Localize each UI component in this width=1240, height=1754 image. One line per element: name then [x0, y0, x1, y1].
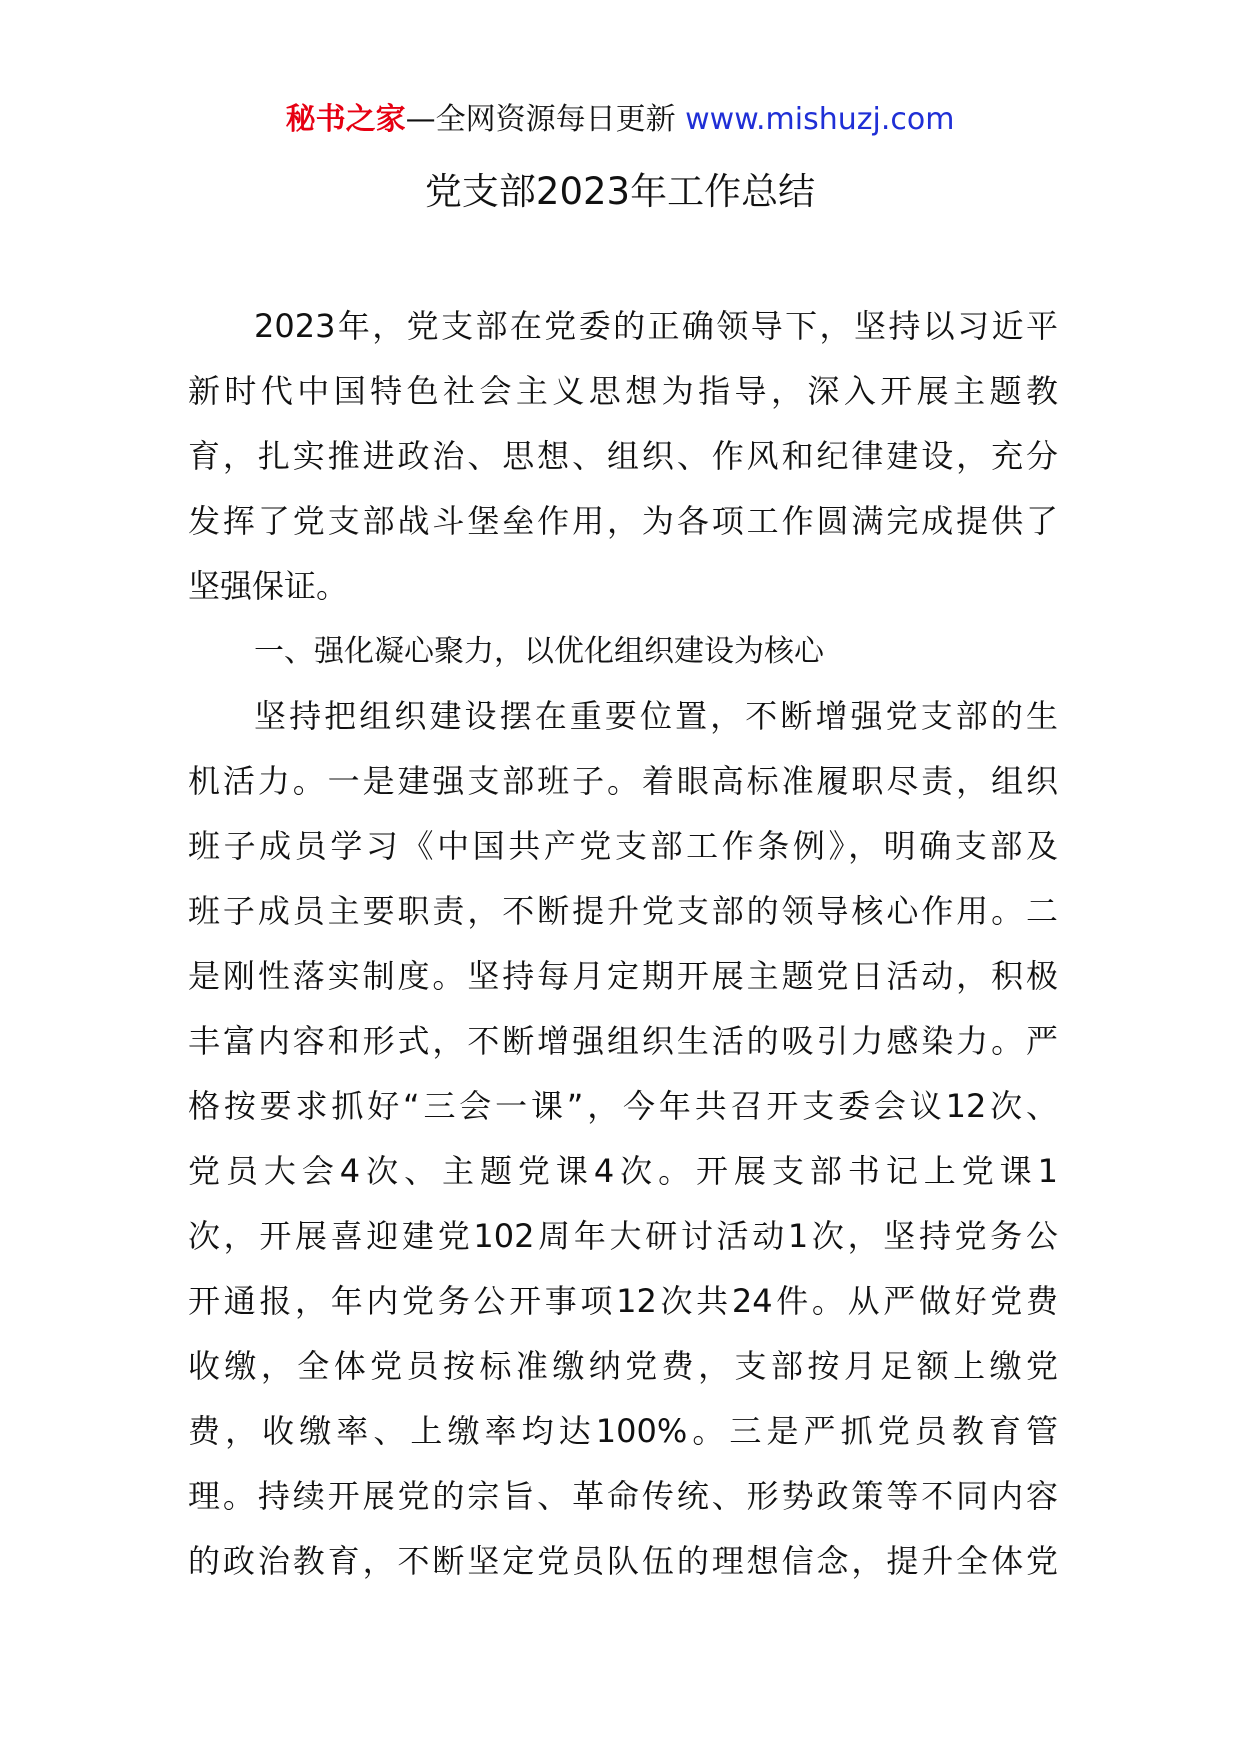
paragraph-line: 坚持把组织建设摆在重要位置，不断增强党支部的生: [254, 697, 1058, 735]
paragraph-line: 是刚性落实制度。坚持每月定期开展主题党日活动，积极: [188, 957, 1058, 995]
document-title: 党支部2023年工作总结: [424, 170, 816, 213]
paragraph-line: 次，开展喜迎建党102周年大研讨活动1次，坚持党务公: [188, 1217, 1058, 1255]
paragraph-line: 发挥了党支部战斗堡垒作用，为各项工作圆满完成提供了: [188, 502, 1058, 540]
paragraph-line: 坚强保证。: [188, 567, 349, 605]
paragraph-line: 的政治教育，不断坚定党员队伍的理想信念，提升全体党: [188, 1542, 1058, 1580]
paragraph-line: 班子成员学习《中国共产党支部工作条例》，明确支部及: [188, 827, 1058, 865]
paragraph-line: 费，收缴率、上缴率均达100%。三是严抓党员教育管: [188, 1412, 1058, 1450]
paragraph-line: 理。持续开展党的宗旨、革命传统、形势政策等不同内容: [188, 1477, 1058, 1515]
paragraph-line: 机活力。一是建强支部班子。着眼高标准履职尽责，组织: [188, 762, 1058, 800]
banner-tagline: —全网资源每日更新: [405, 102, 686, 137]
paragraph-line: 丰富内容和形式，不断增强组织生活的吸引力感染力。严: [188, 1022, 1058, 1060]
paragraph-line: 育，扎实推进政治、思想、组织、作风和纪律建设，充分: [188, 437, 1058, 475]
section-heading: 一、强化凝心聚力，以优化组织建设为核心: [254, 634, 824, 669]
paragraph-line: 格按要求抓好“三会一课”，今年共召开支委会议12次、: [188, 1087, 1058, 1125]
document-body: [188, 294, 1058, 1594]
paragraph-line: 2023年，党支部在党委的正确领导下，坚持以习近平: [254, 307, 1058, 345]
brand-name: 秘书之家: [285, 102, 406, 137]
paragraph-line: 收缴，全体党员按标准缴纳党费，支部按月足额上缴党: [188, 1347, 1058, 1385]
paragraph-line: 新时代中国特色社会主义思想为指导，深入开展主题教: [188, 372, 1058, 410]
site-banner: [0, 100, 1240, 140]
site-url-link[interactable]: www.mishuzj.com: [685, 102, 955, 137]
paragraph-line: 开通报，年内党务公开事项12次共24件。从严做好党费: [188, 1282, 1058, 1320]
paragraph-line: 班子成员主要职责，不断提升党支部的领导核心作用。二: [188, 892, 1058, 930]
paragraph-line: 党员大会4次、主题党课4次。开展支部书记上党课1: [188, 1152, 1058, 1190]
